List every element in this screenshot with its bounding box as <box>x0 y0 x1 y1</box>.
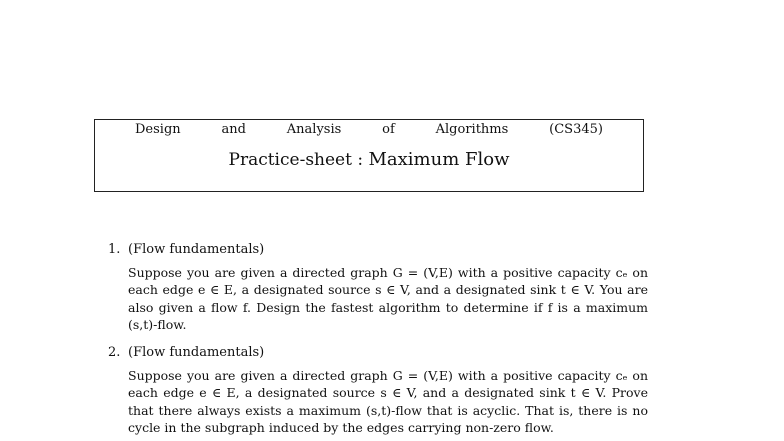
problem-item <box>108 344 648 436</box>
sheet-title <box>95 149 643 171</box>
course-code: (CS345) <box>549 122 603 137</box>
course-title <box>135 122 603 138</box>
problem-text: Suppose you are given a directed graph G = (V,E) with a positive capacity cₑ on each edge e ∈ E, a designated source s ∈ V, and a designated sink t ∈ V. Prove that there always exists a maximum (s,t)-flow that is acyclic. That is, there is no cycle in the subgraph induced by the edges carrying non-zero flow. <box>128 368 648 435</box>
sheet-title-topic: Maximum Flow <box>368 149 510 170</box>
problem-number: 1. <box>108 242 121 257</box>
course-word: and <box>221 122 246 137</box>
problem-heading: (Flow fundamentals) <box>128 345 265 360</box>
problem-heading: (Flow fundamentals) <box>128 242 265 257</box>
problem-header <box>108 241 648 258</box>
header-box <box>94 119 644 192</box>
sheet-title-prefix: Practice-sheet : <box>228 150 364 170</box>
problem-header <box>108 344 648 361</box>
course-word: Design <box>135 122 181 137</box>
course-word: Analysis <box>286 122 342 137</box>
problem-item <box>108 241 648 333</box>
problem-text: Suppose you are given a directed graph G = (V,E) with a positive capacity cₑ on each edge e ∈ E, a designated source s ∈ V, and a designated sink t ∈ V. You are also given a flow f. Design the fastest algorithm to determine if f is a maximum (s,t)-flow. <box>128 265 648 332</box>
course-word: of <box>382 122 395 137</box>
problem-number: 2. <box>108 345 121 360</box>
course-word: Algorithms <box>435 122 509 137</box>
